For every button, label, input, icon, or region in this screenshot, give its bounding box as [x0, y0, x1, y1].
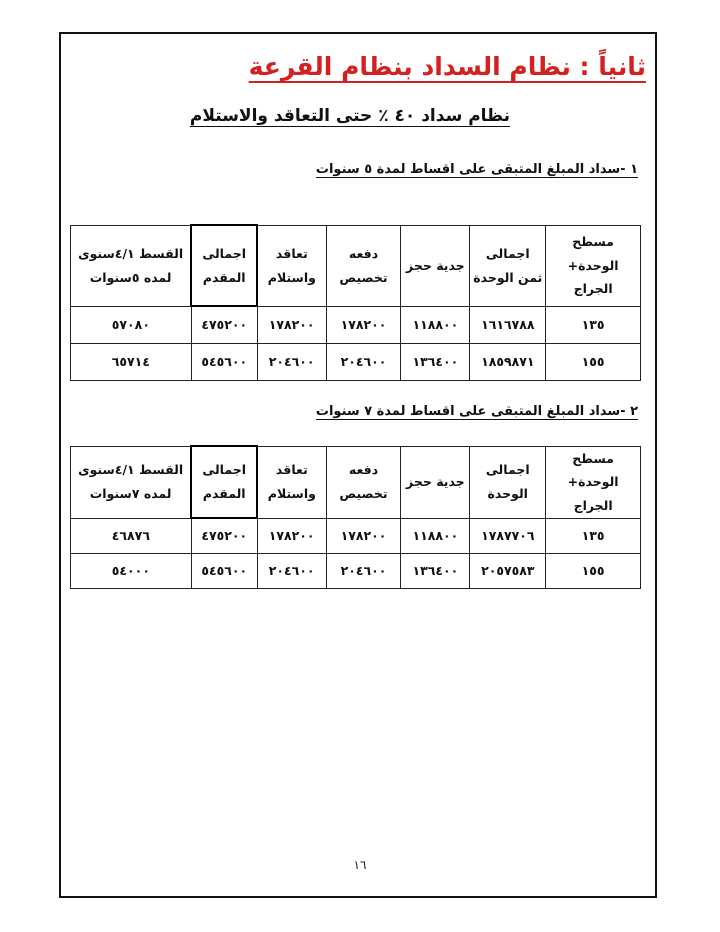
cell-quarterly-installment: ٦٥٧١٤ [71, 343, 192, 380]
cell-area: ١٥٥ [546, 343, 641, 380]
section-heading-5-years: ١ -سداد المبلغ المتبقى على اقساط لمدة ٥ سنوات [315, 162, 638, 177]
table-row [71, 518, 641, 553]
cell-area: ١٥٥ [546, 553, 641, 588]
cell-allocation: ١٧٨٢٠٠ [326, 518, 401, 553]
col-header-reservation: جدية حجز [401, 446, 470, 518]
col-header-total-price: اجمالى ثمن الوحدة [470, 225, 546, 306]
col-header-contract: تعاقد واستلام [257, 446, 326, 518]
cell-allocation: ٢٠٤٦٠٠ [326, 553, 401, 588]
table-row [71, 306, 641, 343]
col-header-reservation: جدية حجز [401, 225, 470, 306]
table-row [71, 553, 641, 588]
cell-quarterly-installment: ٥٤٠٠٠ [71, 553, 192, 588]
subtitle: نظام سداد ٤٠ ٪ حتى التعاقد والاستلام [189, 106, 510, 126]
main-title: ثانياً : نظام السداد بنظام القرعة [248, 52, 646, 81]
cell-contract: ١٧٨٢٠٠ [257, 306, 326, 343]
col-header-total-downpayment: اجمالى المقدم [191, 225, 257, 306]
cell-contract: ١٧٨٢٠٠ [257, 518, 326, 553]
cell-area: ١٣٥ [546, 306, 641, 343]
cell-reservation: ١١٨٨٠٠ [401, 518, 470, 553]
cell-total-downpayment: ٥٤٥٦٠٠ [191, 553, 257, 588]
col-header-total-downpayment: اجمالى المقدم [191, 446, 257, 518]
col-header-contract: تعاقد واستلام [257, 225, 326, 306]
cell-contract: ٢٠٤٦٠٠ [257, 553, 326, 588]
installment-table-5-years [70, 224, 641, 381]
cell-reservation: ١٣٦٤٠٠ [401, 343, 470, 380]
cell-quarterly-installment: ٥٧٠٨٠ [71, 306, 192, 343]
col-header-area: مسطح الوحدة+ الجراج [546, 446, 641, 518]
cell-allocation: ٢٠٤٦٠٠ [326, 343, 401, 380]
cell-total-price: ١٧٨٧٧٠٦ [470, 518, 546, 553]
col-header-quarterly-installment: القسط ٤/١سنوى لمده ٧سنوات [71, 446, 192, 518]
installment-table-7-years [70, 445, 641, 589]
cell-total-price: ٢٠٥٧٥٨٣ [470, 553, 546, 588]
cell-total-downpayment: ٤٧٥٢٠٠ [191, 518, 257, 553]
cell-total-downpayment: ٥٤٥٦٠٠ [191, 343, 257, 380]
cell-contract: ٢٠٤٦٠٠ [257, 343, 326, 380]
cell-allocation: ١٧٨٢٠٠ [326, 306, 401, 343]
cell-total-downpayment: ٤٧٥٢٠٠ [191, 306, 257, 343]
col-header-quarterly-installment: القسط ٤/١سنوى لمده ٥سنوات [71, 225, 192, 306]
col-header-allocation: دفعه تخصيص [326, 225, 401, 306]
col-header-total-price: اجمالى الوحدة [470, 446, 546, 518]
col-header-allocation: دفعه تخصيص [326, 446, 401, 518]
cell-quarterly-installment: ٤٦٨٧٦ [71, 518, 192, 553]
cell-total-price: ١٦١٦٧٨٨ [470, 306, 546, 343]
col-header-area: مسطح الوحدة+ الجراج [546, 225, 641, 306]
table-header-row [71, 225, 641, 306]
table-header-row [71, 446, 641, 518]
cell-area: ١٣٥ [546, 518, 641, 553]
section-heading-7-years: ٢ -سداد المبلغ المتبقى على اقساط لمدة ٧ سنوات [315, 404, 638, 419]
cell-total-price: ١٨٥٩٨٧١ [470, 343, 546, 380]
cell-reservation: ١٣٦٤٠٠ [401, 553, 470, 588]
page-number: ١٦ [353, 858, 367, 872]
cell-reservation: ١١٨٨٠٠ [401, 306, 470, 343]
table-row [71, 343, 641, 380]
